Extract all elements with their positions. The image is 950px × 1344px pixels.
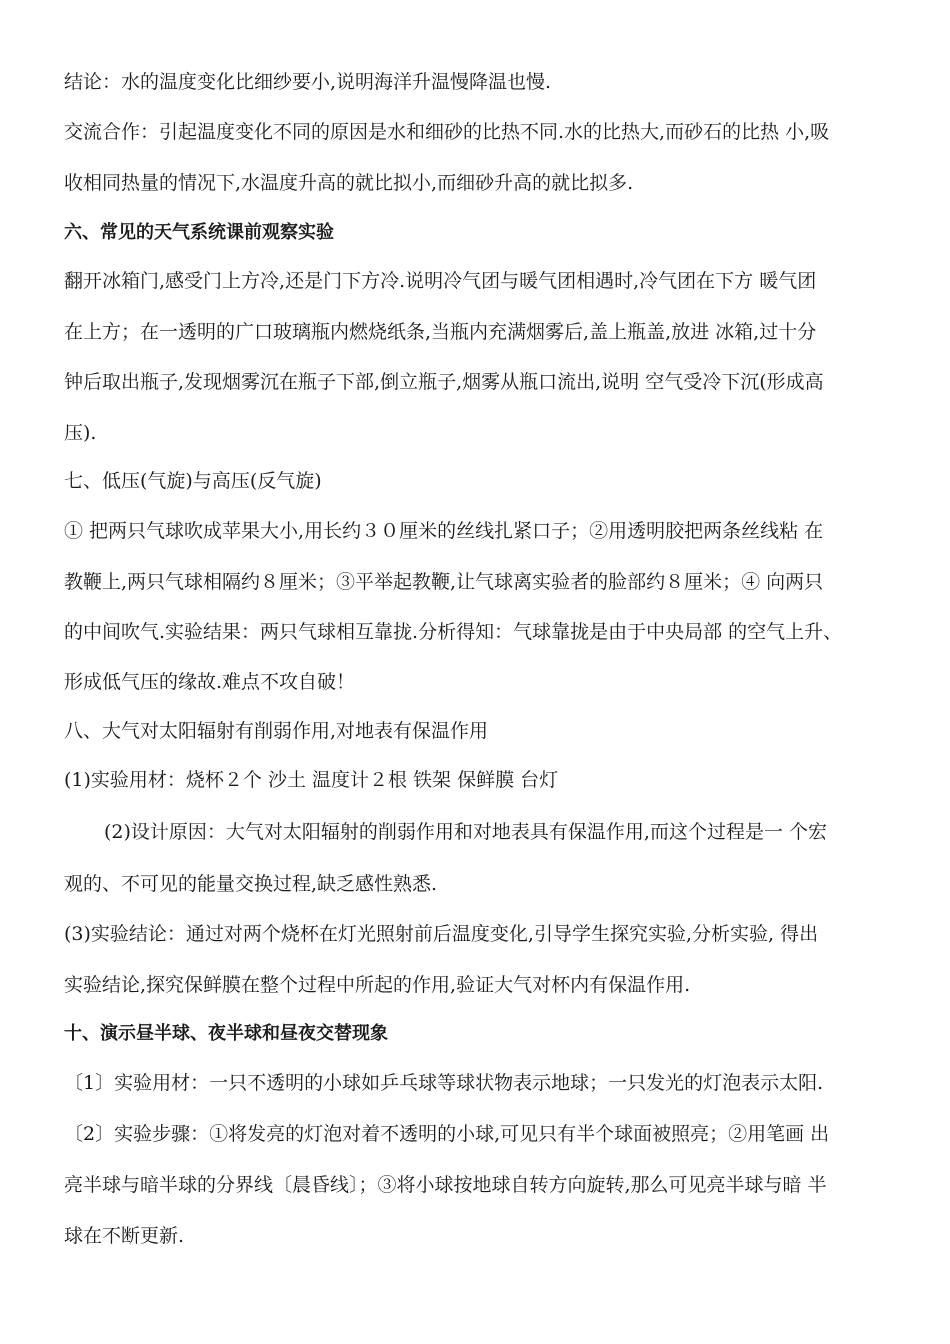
section-7-line-3: 的中间吹气.实验结果：两只气球相互靠拢.分析得知：气球靠拢是由于中央局部 的空气上升、: [64, 621, 843, 643]
section-10-heading: 十、演示昼半球、夜半球和昼夜交替现象: [64, 1023, 388, 1044]
section-8-conclusion-line-1: (3)实验结论：通过对两个烧杯在灯光照射前后温度变化,引导学生探究实验,分析实验, 得出: [64, 923, 819, 945]
exchange-line-1: 交流合作：引起温度变化不同的原因是水和细砂的比热不同.水的比热大,而砂石的比热 小,吸: [64, 121, 830, 143]
section-6-line-3: 钟后取出瓶子,发现烟雾沉在瓶子下部,倒立瓶子,烟雾从瓶口流出,说明 空气受冷下沉(形成高: [64, 371, 824, 393]
section-7-line-1: ① 把两只气球吹成苹果大小,用长约３０厘米的丝线扎紧口子；②用透明胶把两条丝线粘 在: [64, 520, 824, 542]
section-7-line-2: 教鞭上,两只气球相隔约８厘米；③平举起教鞭,让气球离实验者的脸部约８厘米；④ 向两只: [64, 571, 824, 593]
section-7-line-4: 形成低气压的缘故.难点不攻自破！: [64, 671, 356, 693]
section-8-materials: (1)实验用材：烧杯２个 沙土 温度计２根 铁架 保鲜膜 台灯: [64, 769, 559, 791]
section-8-design-line-2: 观的、不可见的能量交换过程,缺乏感性熟悉.: [64, 873, 438, 895]
section-10-materials: 〔1〕实验用材：一只不透明的小球如乒乓球等球状物表示地球；一只发光的灯泡表示太阳.: [64, 1072, 824, 1094]
section-7-heading: 七、低压(气旋)与高压(反气旋): [64, 470, 322, 492]
section-10-steps-line-3: 球在不断更新.: [64, 1225, 185, 1247]
conclusion-line: 结论：水的温度变化比细纱要小,说明海洋升温慢降温也慢.: [64, 71, 552, 93]
section-8-heading: 八、大气对太阳辐射有削弱作用,对地表有保温作用: [64, 720, 489, 742]
section-6-line-2: 在上方；在一透明的广口玻璃瓶内燃烧纸条,当瓶内充满烟雾后,盖上瓶盖,放进 冰箱,过十分: [64, 321, 817, 343]
section-6-line-4: 压).: [64, 422, 97, 444]
section-8-conclusion-line-2: 实验结论,探究保鲜膜在整个过程中所起的作用,验证大气对杯内有保温作用.: [64, 974, 691, 996]
section-10-steps-line-2: 亮半球与暗半球的分界线〔晨昏线〕；③将小球按地球自转方向旋转,那么可见亮半球与暗 半: [64, 1174, 827, 1196]
section-10-steps-line-1: 〔2〕实验步骤：①将发亮的灯泡对着不透明的小球,可见只有半个球面被照亮；②用笔画 出: [64, 1123, 830, 1145]
exchange-line-2: 收相同热量的情况下,水温度升高的就比拟小,而细砂升高的就比拟多.: [64, 172, 634, 194]
section-6-line-1: 翻开冰箱门,感受门上方冷,还是门下方冷.说明冷气团与暖气团相遇时,冷气团在下方 暖气团: [64, 270, 817, 292]
section-8-design-line-1: (2)设计原因：大气对太阳辐射的削弱作用和对地表具有保温作用,而这个过程是一 个宏: [104, 821, 827, 843]
section-6-heading: 六、常见的天气系统课前观察实验: [64, 222, 334, 243]
